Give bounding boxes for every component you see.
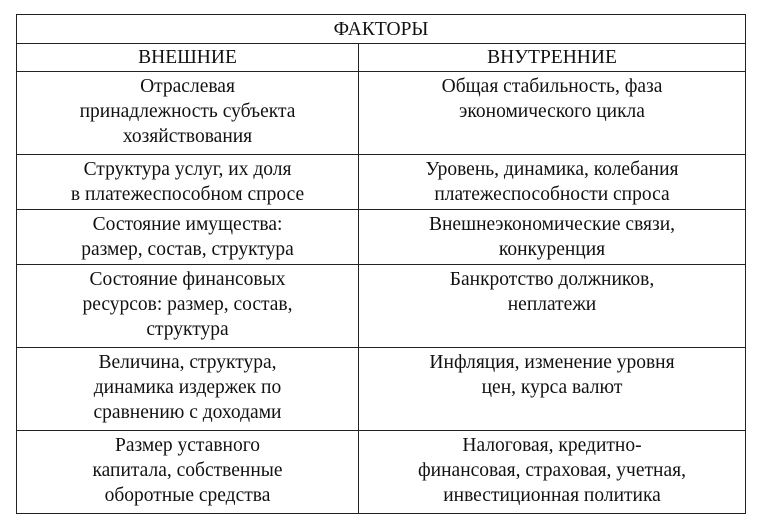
- column-header-internal: ВНУТРЕННИЕ: [359, 44, 746, 72]
- table-cell-internal: Внешнеэкономические связи, конкуренция: [359, 210, 746, 265]
- table-title-row: [17, 15, 746, 44]
- table-row: [17, 210, 746, 265]
- factors-table-container: [16, 14, 745, 514]
- table-cell-internal: Общая стабильность, фаза экономического цикла: [359, 72, 746, 155]
- table-cell-external: Состояние имущества: размер, состав, структура: [17, 210, 359, 265]
- table-row: [17, 72, 746, 155]
- table-header-row: [17, 44, 746, 72]
- table-row: [17, 431, 746, 514]
- table-row: [17, 348, 746, 431]
- table-cell-external: Размер уставного капитала, собственные оборотные средства: [17, 431, 359, 514]
- table-title: ФАКТОРЫ: [17, 15, 746, 44]
- table-row: [17, 265, 746, 348]
- table-cell-external: Состояние финансовых ресурсов: размер, состав, структура: [17, 265, 359, 348]
- table-cell-external: Структура услуг, их доля в платежеспособном спросе: [17, 155, 359, 210]
- column-header-external: ВНЕШНИЕ: [17, 44, 359, 72]
- table-cell-internal: Уровень, динамика, колебания платежеспособности спроса: [359, 155, 746, 210]
- table-cell-internal: Банкротство должников, неплатежи: [359, 265, 746, 348]
- table-cell-internal: Налоговая, кредитно- финансовая, страховая, учетная, инвестиционная политика: [359, 431, 746, 514]
- table-row: [17, 155, 746, 210]
- table-cell-internal: Инфляция, изменение уровня цен, курса валют: [359, 348, 746, 431]
- factors-table: [16, 14, 746, 514]
- table-cell-external: Отраслевая принадлежность субъекта хозяйствования: [17, 72, 359, 155]
- table-cell-external: Величина, структура, динамика издержек по сравнению с доходами: [17, 348, 359, 431]
